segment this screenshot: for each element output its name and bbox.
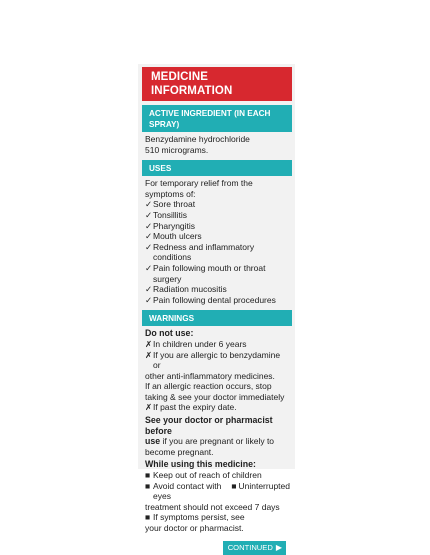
check-icon: ✓: [145, 294, 153, 305]
active-ingredient-text: [142, 132, 292, 156]
check-icon: ✓: [145, 262, 153, 273]
while-using-continuation: treatment should not exceed 7 days: [145, 501, 280, 512]
list-item: [145, 284, 290, 295]
medicine-info-panel: [138, 64, 295, 552]
see-doctor-text-line: become pregnant.: [145, 446, 214, 457]
cross-icon: ✗: [145, 338, 153, 349]
bullet-icon: ■: [145, 512, 151, 523]
list-item: [145, 512, 290, 523]
bullet-icon: ■: [231, 480, 237, 491]
list-item: [145, 470, 290, 481]
list-item: [145, 350, 290, 371]
check-icon: ✓: [145, 284, 153, 295]
list-item: [145, 263, 290, 284]
warning-item-label: In children under 6 years: [153, 338, 247, 349]
warning-continuation: other anti-inflammatory medicines.: [145, 370, 275, 381]
reaction-line: taking & see your doctor immediately: [145, 391, 285, 402]
list-item: [145, 339, 290, 350]
warning-item-label: If you are allergic to benzydamine or: [153, 349, 281, 371]
while-using-continuation: your doctor or pharmacist.: [145, 523, 244, 533]
uses-intro: For temporary relief from the symptoms of:: [145, 178, 253, 199]
while-using-item: If symptoms persist, see: [153, 512, 245, 523]
list-item: [145, 231, 290, 242]
see-doctor-text: if you are pregnant or likely to: [160, 436, 275, 447]
do-not-use-heading: Do not use:: [145, 328, 194, 339]
check-icon: ✓: [145, 199, 153, 210]
use-item-label: Sore throat: [153, 199, 196, 210]
continued-label: CONTINUED: [227, 542, 273, 552]
use-item-label: Redness and inflammatory conditions: [153, 241, 255, 263]
warnings-text: [142, 326, 292, 534]
use-item-label: Pharyngitis: [153, 220, 196, 231]
uses-header: USES: [142, 160, 292, 176]
arrow-right-icon: ▶: [275, 542, 282, 552]
while-using-item: Avoid contact with eyes: [153, 480, 222, 502]
see-doctor-heading: See your doctor or pharmacist before: [145, 415, 273, 436]
see-doctor-line: [145, 436, 290, 447]
list-item: [145, 242, 290, 263]
see-doctor-heading-end: use: [145, 436, 161, 447]
continued-wrap: [142, 535, 292, 555]
while-using-heading: While using this medicine:: [145, 459, 256, 470]
bullet-icon: ■: [145, 480, 151, 491]
active-ingredient-header: ACTIVE INGREDIENT (IN EACH SPRAY): [142, 105, 292, 132]
list-item: [145, 210, 290, 221]
list-item: [145, 481, 290, 502]
warning-item-label: If past the expiry date.: [153, 402, 237, 413]
see-doctor-paragraph: [145, 415, 290, 457]
warnings-header: WARNINGS: [142, 310, 292, 326]
list-item: [145, 402, 290, 413]
check-icon: ✓: [145, 220, 153, 231]
while-using-item: Uninterrupted: [238, 480, 290, 491]
list-item: [145, 295, 290, 306]
continued-tag: [223, 541, 286, 555]
active-ingredient-line: Benzydamine hydrochloride: [145, 134, 250, 144]
list-item: [145, 199, 290, 210]
use-item-label: Tonsillitis: [153, 209, 188, 220]
check-icon: ✓: [145, 241, 153, 252]
list-item: [145, 221, 290, 232]
uses-list: [142, 176, 292, 306]
use-item-label: Pain following mouth or throat surgery: [153, 262, 266, 284]
cross-icon: ✗: [145, 349, 153, 360]
active-ingredient-line: 510 micrograms.: [145, 144, 209, 155]
use-item-label: Radiation mucositis: [153, 284, 227, 295]
cross-icon: ✗: [145, 402, 153, 413]
bullet-icon: ■: [145, 470, 151, 481]
check-icon: ✓: [145, 209, 153, 220]
use-item-label: Mouth ulcers: [153, 231, 202, 242]
check-icon: ✓: [145, 231, 153, 242]
medicine-information-title: MEDICINE INFORMATION: [142, 67, 292, 101]
reaction-line: If an allergic reaction occurs, stop: [145, 381, 272, 392]
use-item-label: Pain following dental procedures: [153, 294, 276, 305]
while-using-paragraph: [145, 459, 290, 533]
while-using-item: Keep out of reach of children: [153, 470, 262, 481]
